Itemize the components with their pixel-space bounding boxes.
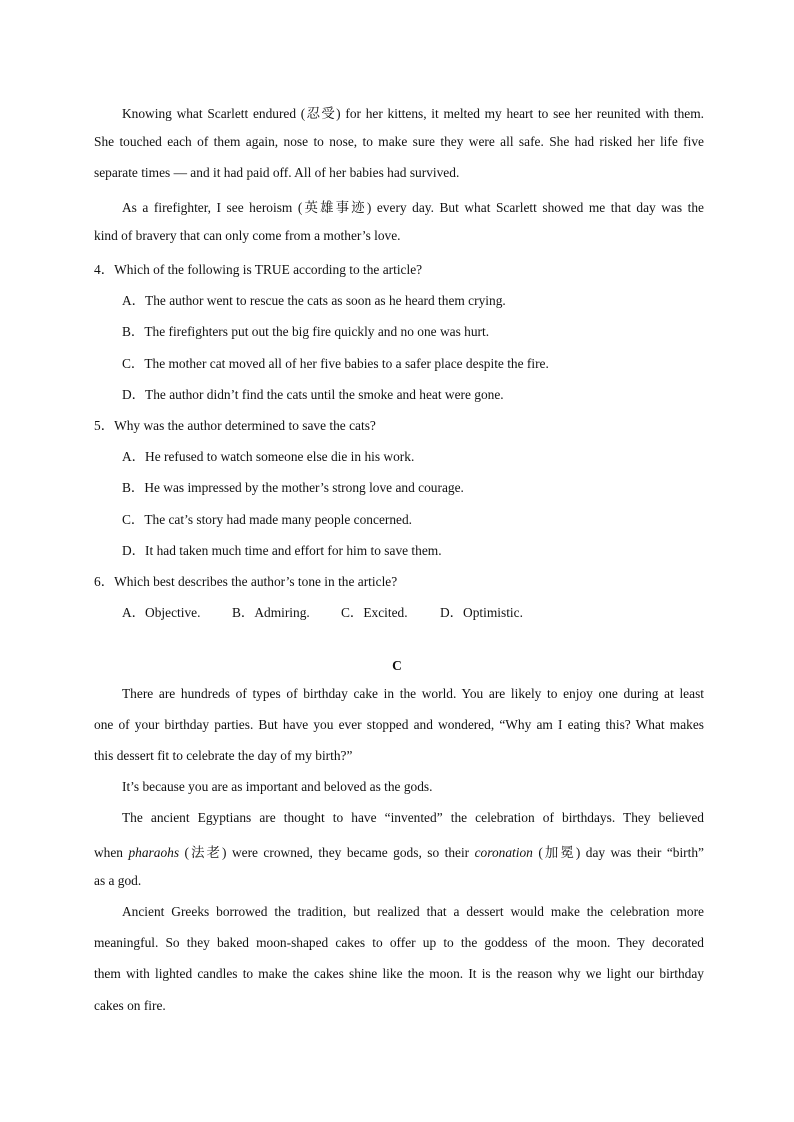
paragraph-line: It’s because you are as important and beloved as the gods. (122, 779, 433, 794)
paragraph-line: She touched each of them again, nose to nose, to make sure they were all safe. She had risked her life five (94, 134, 704, 149)
term-pharaohs: pharaohs (128, 845, 180, 860)
paragraph-line: cakes on fire. (94, 998, 166, 1013)
text-run: (加冕) day was their “birth” (532, 845, 704, 860)
question-4-stem: 4．Which of the following is TRUE according to the article? (94, 262, 423, 277)
text-run: when (94, 845, 129, 860)
question-4-option-d: D．The author didn’t find the cats until the smoke and heat were gone. (122, 387, 504, 402)
question-6-option-d: D．Optimistic. (440, 605, 523, 620)
question-5-stem: 5．Why was the author determined to save the cats? (94, 418, 376, 433)
section-heading: C (392, 658, 402, 673)
question-4-option-a: A．The author went to rescue the cats as soon as he heard them crying. (122, 293, 506, 308)
paragraph-line: Knowing what Scarlett endured (忍受) for her kittens, it melted my heart to see her reunited with them. (122, 106, 704, 121)
paragraph-line: as a god. (94, 873, 142, 888)
paragraph-line: There are hundreds of types of birthday cake in the world. You are likely to enjoy one during at least (122, 686, 704, 701)
question-5-option-b: B．He was impressed by the mother’s strong love and courage. (122, 480, 464, 495)
paragraph-line (94, 842, 704, 861)
question-4-option-b: B．The firefighters put out the big fire quickly and no one was hurt. (122, 324, 490, 339)
question-5-option-d: D．It had taken much time and effort for him to save them. (122, 543, 442, 558)
paragraph-line: one of your birthday parties. But have you ever stopped and wondered, “Why am I eating this? What makes (94, 717, 704, 732)
question-6-option-a: A．Objective. (122, 605, 201, 620)
question-6-option-b: B．Admiring. (232, 605, 310, 620)
paragraph-line: them with lighted candles to make the cakes shine like the moon. It is the reason why we light our birthday (94, 966, 704, 981)
paragraph-line: Ancient Greeks borrowed the tradition, but realized that a dessert would make the celebration more (122, 904, 704, 919)
question-6-options (122, 602, 523, 621)
question-5-option-a: A．He refused to watch someone else die in his work. (122, 449, 415, 464)
question-5-option-c: C．The cat’s story had made many people concerned. (122, 512, 413, 527)
question-6-option-c: C．Excited. (341, 605, 408, 620)
paragraph-line: this dessert fit to celebrate the day of my birth?” (94, 748, 353, 763)
question-4-option-c: C．The mother cat moved all of her five babies to a safer place despite the fire. (122, 356, 549, 371)
paragraph-line: separate times — and it had paid off. All of her babies had survived. (94, 165, 460, 180)
paragraph-line: As a firefighter, I see heroism (英雄事迹) every day. But what Scarlett showed me that day was the (122, 200, 704, 215)
question-6-stem: 6．Which best describes the author’s tone in the article? (94, 574, 398, 589)
paragraph-line: meaningful. So they baked moon-shaped cakes to offer up to the goddess of the moon. They decorated (94, 935, 704, 950)
term-coronation: coronation (474, 845, 533, 860)
paragraph-line: The ancient Egyptians are thought to have “invented” the celebration of birthdays. They believed (122, 810, 704, 825)
text-run: (法老) were crowned, they became gods, so their (179, 845, 475, 860)
paragraph-line: kind of bravery that can only come from a mother’s love. (94, 228, 401, 243)
